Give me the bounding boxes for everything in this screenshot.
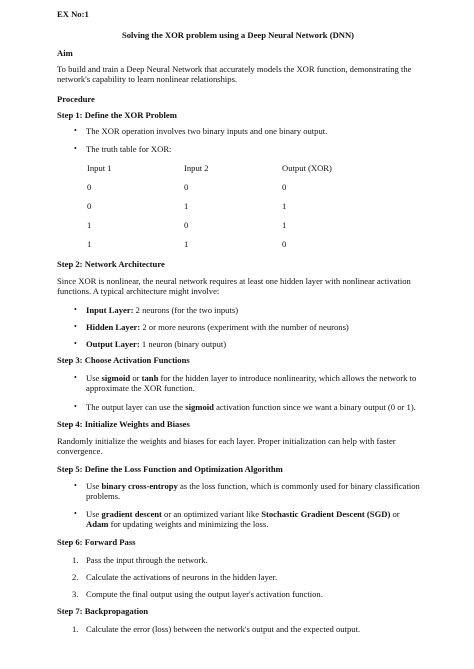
step1-bullet-1: The XOR operation involves two binary inputs and one binary output.	[86, 126, 328, 136]
bullet-icon: •	[74, 481, 77, 490]
text-run: as the loss function, which is commonly used for binary classification problems.	[86, 481, 420, 502]
bullet-icon: •	[74, 322, 77, 331]
step3-heading: Step 3: Choose Activation Functions	[57, 355, 190, 365]
step4-text: Randomly initialize the weights and biases for each layer. Proper initialization can help with faster convergence.	[57, 436, 396, 457]
step1-bullet-2: The truth table for XOR:	[86, 144, 172, 154]
text-run: for the hidden layer to introduce nonlinearity, which allows the network to approximate the XOR function.	[86, 373, 417, 394]
step6-item-2: Calculate the activations of neurons in the hidden layer.	[86, 572, 278, 582]
step7-item-1: Calculate the error (loss) between the network's output and the expected output.	[86, 624, 361, 634]
table-cell: 0	[282, 182, 287, 192]
list-number: 1.	[72, 624, 79, 634]
tanh-term: tanh	[141, 373, 159, 383]
hidden-layer-label: Hidden Layer:	[86, 322, 141, 332]
step5-bullet-1	[86, 481, 421, 502]
table-cell: 1	[184, 201, 189, 211]
step2-output-layer	[86, 339, 421, 349]
procedure-heading: Procedure	[57, 94, 95, 104]
output-layer-label: Output Layer:	[86, 339, 140, 349]
table-cell: 0	[87, 182, 92, 192]
bullet-icon: •	[74, 144, 77, 153]
optimizer-term: Stochastic Gradient Descent (SGD)	[261, 509, 391, 519]
exercise-number: EX No:1	[57, 9, 89, 19]
table-cell: 0	[184, 182, 189, 192]
table-cell: 1	[282, 201, 287, 211]
bullet-icon: •	[74, 373, 77, 382]
step6-item-3: Compute the final output using the output layer's activation function.	[86, 589, 323, 599]
bullet-icon: •	[74, 509, 77, 518]
output-layer-text: 1 neuron (binary output)	[139, 339, 227, 349]
input-layer-label: Input Layer:	[86, 305, 134, 315]
text-run: Use	[86, 509, 102, 519]
table-cell: 1	[87, 239, 92, 249]
input-layer-text: 2 neurons (for the two inputs)	[133, 305, 239, 315]
table-cell: 1	[184, 239, 189, 249]
table-cell: 0	[282, 239, 287, 249]
bullet-icon: •	[74, 402, 77, 411]
bullet-icon: •	[74, 126, 77, 135]
text-run: activation function since we want a binary output (0 or 1).	[213, 402, 416, 412]
hidden-layer-text: 2 or more neurons (experiment with the number of neurons)	[140, 322, 349, 332]
step5-heading: Step 5: Define the Loss Function and Optimization Algorithm	[57, 464, 283, 474]
aim-text: To build and train a Deep Neural Network that accurately models the XOR function, demonstrating the network's capability to learn nonlinear relationships.	[57, 64, 412, 85]
document-title: Solving the XOR problem using a Deep Neural Network (DNN)	[121, 30, 355, 40]
list-number: 2.	[72, 572, 79, 582]
text-run: or	[390, 509, 400, 519]
step5-bullet-2	[86, 509, 421, 530]
list-number: 3.	[72, 589, 79, 599]
step2-text: Since XOR is nonlinear, the neural network requires at least one hidden layer with nonlinear activation functions. A typical architecture might involve:	[57, 276, 411, 297]
text-run: or an optimized variant like	[161, 509, 262, 519]
optimizer-term: gradient descent	[101, 509, 162, 519]
text-run: Use	[86, 481, 102, 491]
bullet-icon: •	[74, 305, 77, 314]
aim-heading: Aim	[57, 48, 73, 58]
table-cell: 0	[87, 201, 92, 211]
step6-item-1: Pass the input through the network.	[86, 555, 208, 565]
optimizer-term: Adam	[86, 519, 109, 530]
loss-term: binary cross-entropy	[101, 481, 178, 491]
step6-heading: Step 6: Forward Pass	[57, 537, 136, 547]
step4-heading: Step 4: Initialize Weights and Biases	[57, 419, 190, 429]
text-run: Use	[86, 373, 102, 383]
table-header-input1: Input 1	[87, 163, 112, 173]
sigmoid-term: sigmoid	[185, 402, 214, 412]
step7-heading: Step 7: Backpropagation	[57, 606, 149, 616]
text-run: or	[130, 373, 142, 383]
table-cell: 0	[184, 220, 189, 230]
step2-heading: Step 2: Network Architecture	[57, 259, 165, 269]
step2-hidden-layer	[86, 322, 421, 332]
bullet-icon: •	[74, 339, 77, 348]
table-cell: 1	[282, 220, 287, 230]
table-header-output: Output (XOR)	[282, 163, 332, 173]
step1-heading: Step 1: Define the XOR Problem	[57, 110, 177, 120]
table-header-input2: Input 2	[184, 163, 209, 173]
table-cell: 1	[87, 220, 92, 230]
step3-bullet-1	[86, 373, 421, 394]
sigmoid-term: sigmoid	[101, 373, 131, 383]
step2-input-layer	[86, 305, 421, 315]
list-number: 1.	[72, 555, 79, 565]
text-run: The output layer can use the	[86, 402, 186, 412]
step3-bullet-2	[86, 402, 421, 412]
text-run: for updating weights and minimizing the loss.	[108, 519, 269, 530]
